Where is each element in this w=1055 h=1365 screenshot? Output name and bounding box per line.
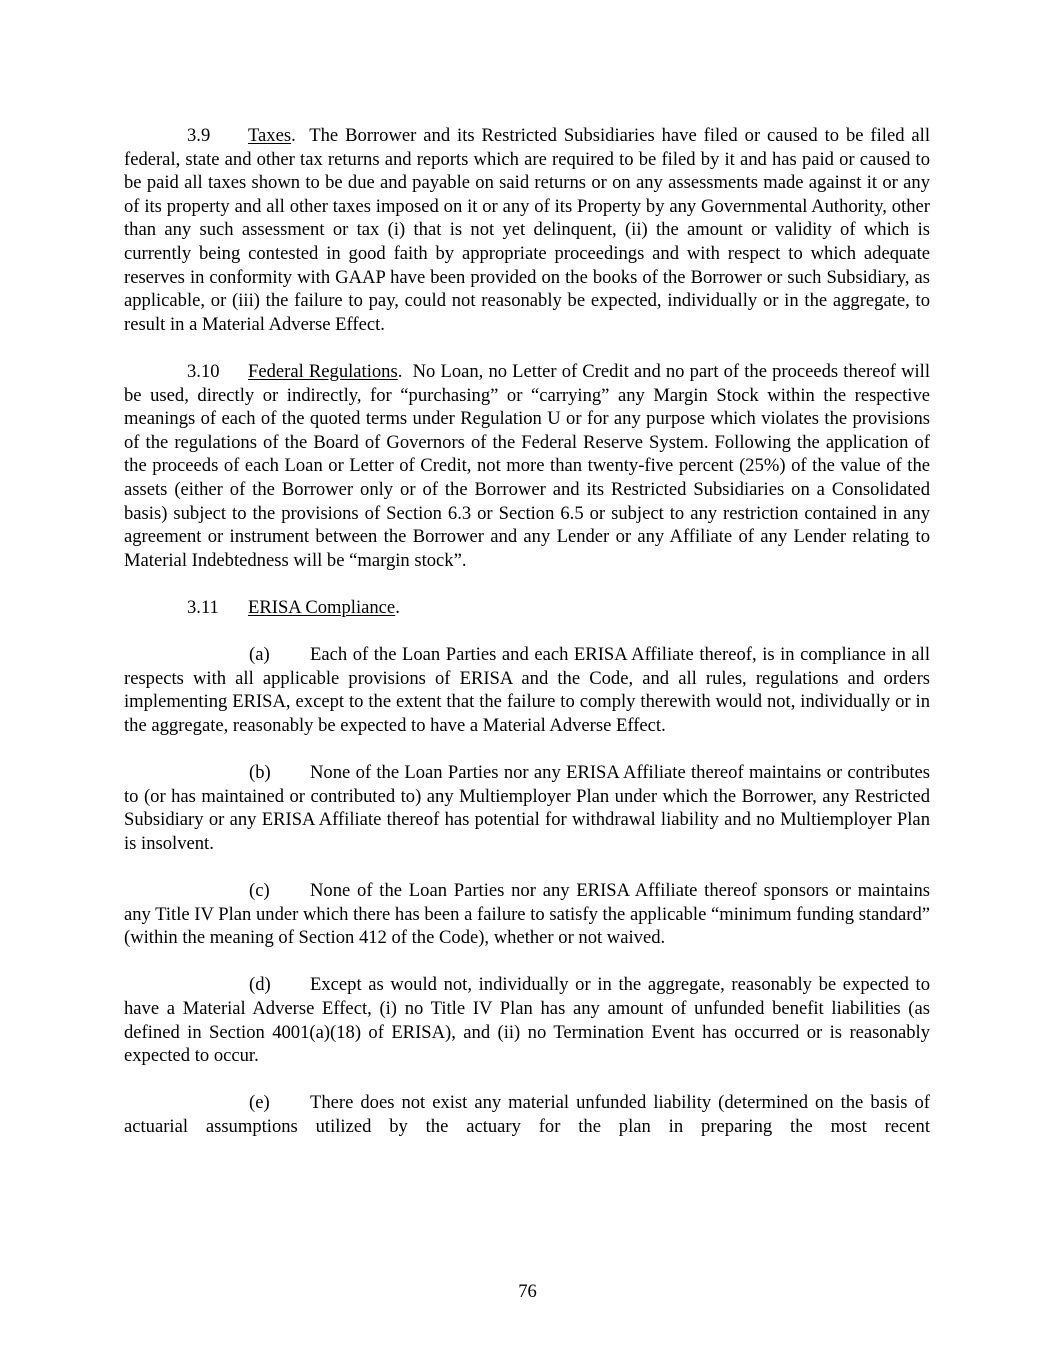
erisa-item-b bbox=[124, 761, 930, 855]
erisa-item-a bbox=[124, 643, 930, 737]
item-label: (c) bbox=[249, 880, 270, 901]
item-text: Each of the Loan Parties and each ERISA Affiliate thereof, is in compliance in all respects with all applicable provisions of ERISA and the Code, and all rules, regulations and orders implementing ERISA, except to the extent that the failure to comply therewith would not, individually or in the aggregate, reasonably be expected to have a Material Adverse Effect. bbox=[124, 644, 930, 736]
section-heading: ERISA Compliance bbox=[248, 596, 396, 618]
section-text: The Borrower and its Restricted Subsidiaries have filed or caused to be filed all federal, state and other tax returns and reports which are required to be filed by it and has paid or caused to be paid all taxes shown to be due and payable on said returns or on any assessments made against it or any of its property and all other taxes imposed on it or any of its Property by any Governmental Authority, other than any such assessment or tax (i) that is not yet delinquent, (ii) the amount or validity of which is currently being contested in good faith by appropriate proceedings and with respect to which adequate reserves in conformity with GAAP have been provided on the books of the Borrower or such Subsidiary, as applicable, or (iii) the failure to pay, could not reasonably be expected, individually or in the aggregate, to result in a Material Adverse Effect. bbox=[124, 125, 930, 335]
item-label: (e) bbox=[249, 1092, 270, 1114]
section-heading: Federal Regulations bbox=[248, 360, 398, 382]
document-body bbox=[124, 124, 930, 1162]
section-number: 3.11 bbox=[187, 596, 219, 618]
heading-punctuation: . bbox=[291, 125, 310, 146]
page-number: 76 bbox=[518, 1281, 537, 1302]
item-text: None of the Loan Parties nor any ERISA Affiliate thereof sponsors or maintains any Title IV Plan under which there has been a failure to satisfy the applicable “minimum funding standard” (within the meaning of Section 412 of the Code), whether or not waived. bbox=[124, 880, 930, 949]
erisa-item-e bbox=[124, 1091, 930, 1138]
item-label: (a) bbox=[249, 644, 270, 666]
section-3-9 bbox=[124, 124, 930, 336]
item-label: (b) bbox=[249, 762, 271, 784]
heading-punctuation: . bbox=[395, 596, 400, 618]
erisa-item-d bbox=[124, 973, 930, 1067]
section-number: 3.9 bbox=[187, 125, 211, 146]
heading-punctuation: . bbox=[397, 360, 413, 382]
section-number: 3.10 bbox=[187, 360, 220, 382]
section-3-11 bbox=[124, 596, 930, 620]
section-heading: Taxes bbox=[248, 125, 292, 146]
section-text: No Loan, no Letter of Credit and no part of the proceeds thereof will be used, directly or indirectly, for “purchasing” or “carrying” any Margin Stock within the respective meanings of each of the quoted terms under Regulation U or for any purpose which violates the provisions of the regulations of the Board of Governors of the Federal Reserve System. Following the application of the proceeds of each Loan or Letter of Credit, not more than twenty-five percent (25%) of the value of the assets (either of the Borrower only or of the Borrower and its Restricted Subsidiaries on a Consolidated basis) subject to the provisions of Section 6.3 or Section 6.5 or subject to any restriction contained in any agreement or instrument between the Borrower and any Lender or any Affiliate of any Lender relating to Material Indebtedness will be “margin stock”. bbox=[124, 360, 931, 571]
item-text: None of the Loan Parties nor any ERISA Affiliate thereof maintains or contributes to (or has maintained or contributed to) any Multiemployer Plan under which the Borrower, any Restricted Subsidiary or any ERISA Affiliate thereof has potential for withdrawal liability and no Multiemployer Plan is insolvent. bbox=[124, 762, 930, 854]
item-label: (d) bbox=[249, 974, 271, 996]
erisa-item-c bbox=[124, 879, 930, 950]
section-3-10 bbox=[124, 360, 930, 572]
item-text: There does not exist any material unfunded liability (determined on the basis of actuarial assumptions utilized by the actuary for the plan in preparing the most recent bbox=[124, 1092, 930, 1137]
item-text: Except as would not, individually or in the aggregate, reasonably be expected to have a Material Adverse Effect, (i) no Title IV Plan has any amount of unfunded benefit liabilities (as defined in Section 4001(a)(18) of ERISA), and (ii) no Termination Event has occurred or is reasonably expected to occur. bbox=[124, 974, 930, 1067]
